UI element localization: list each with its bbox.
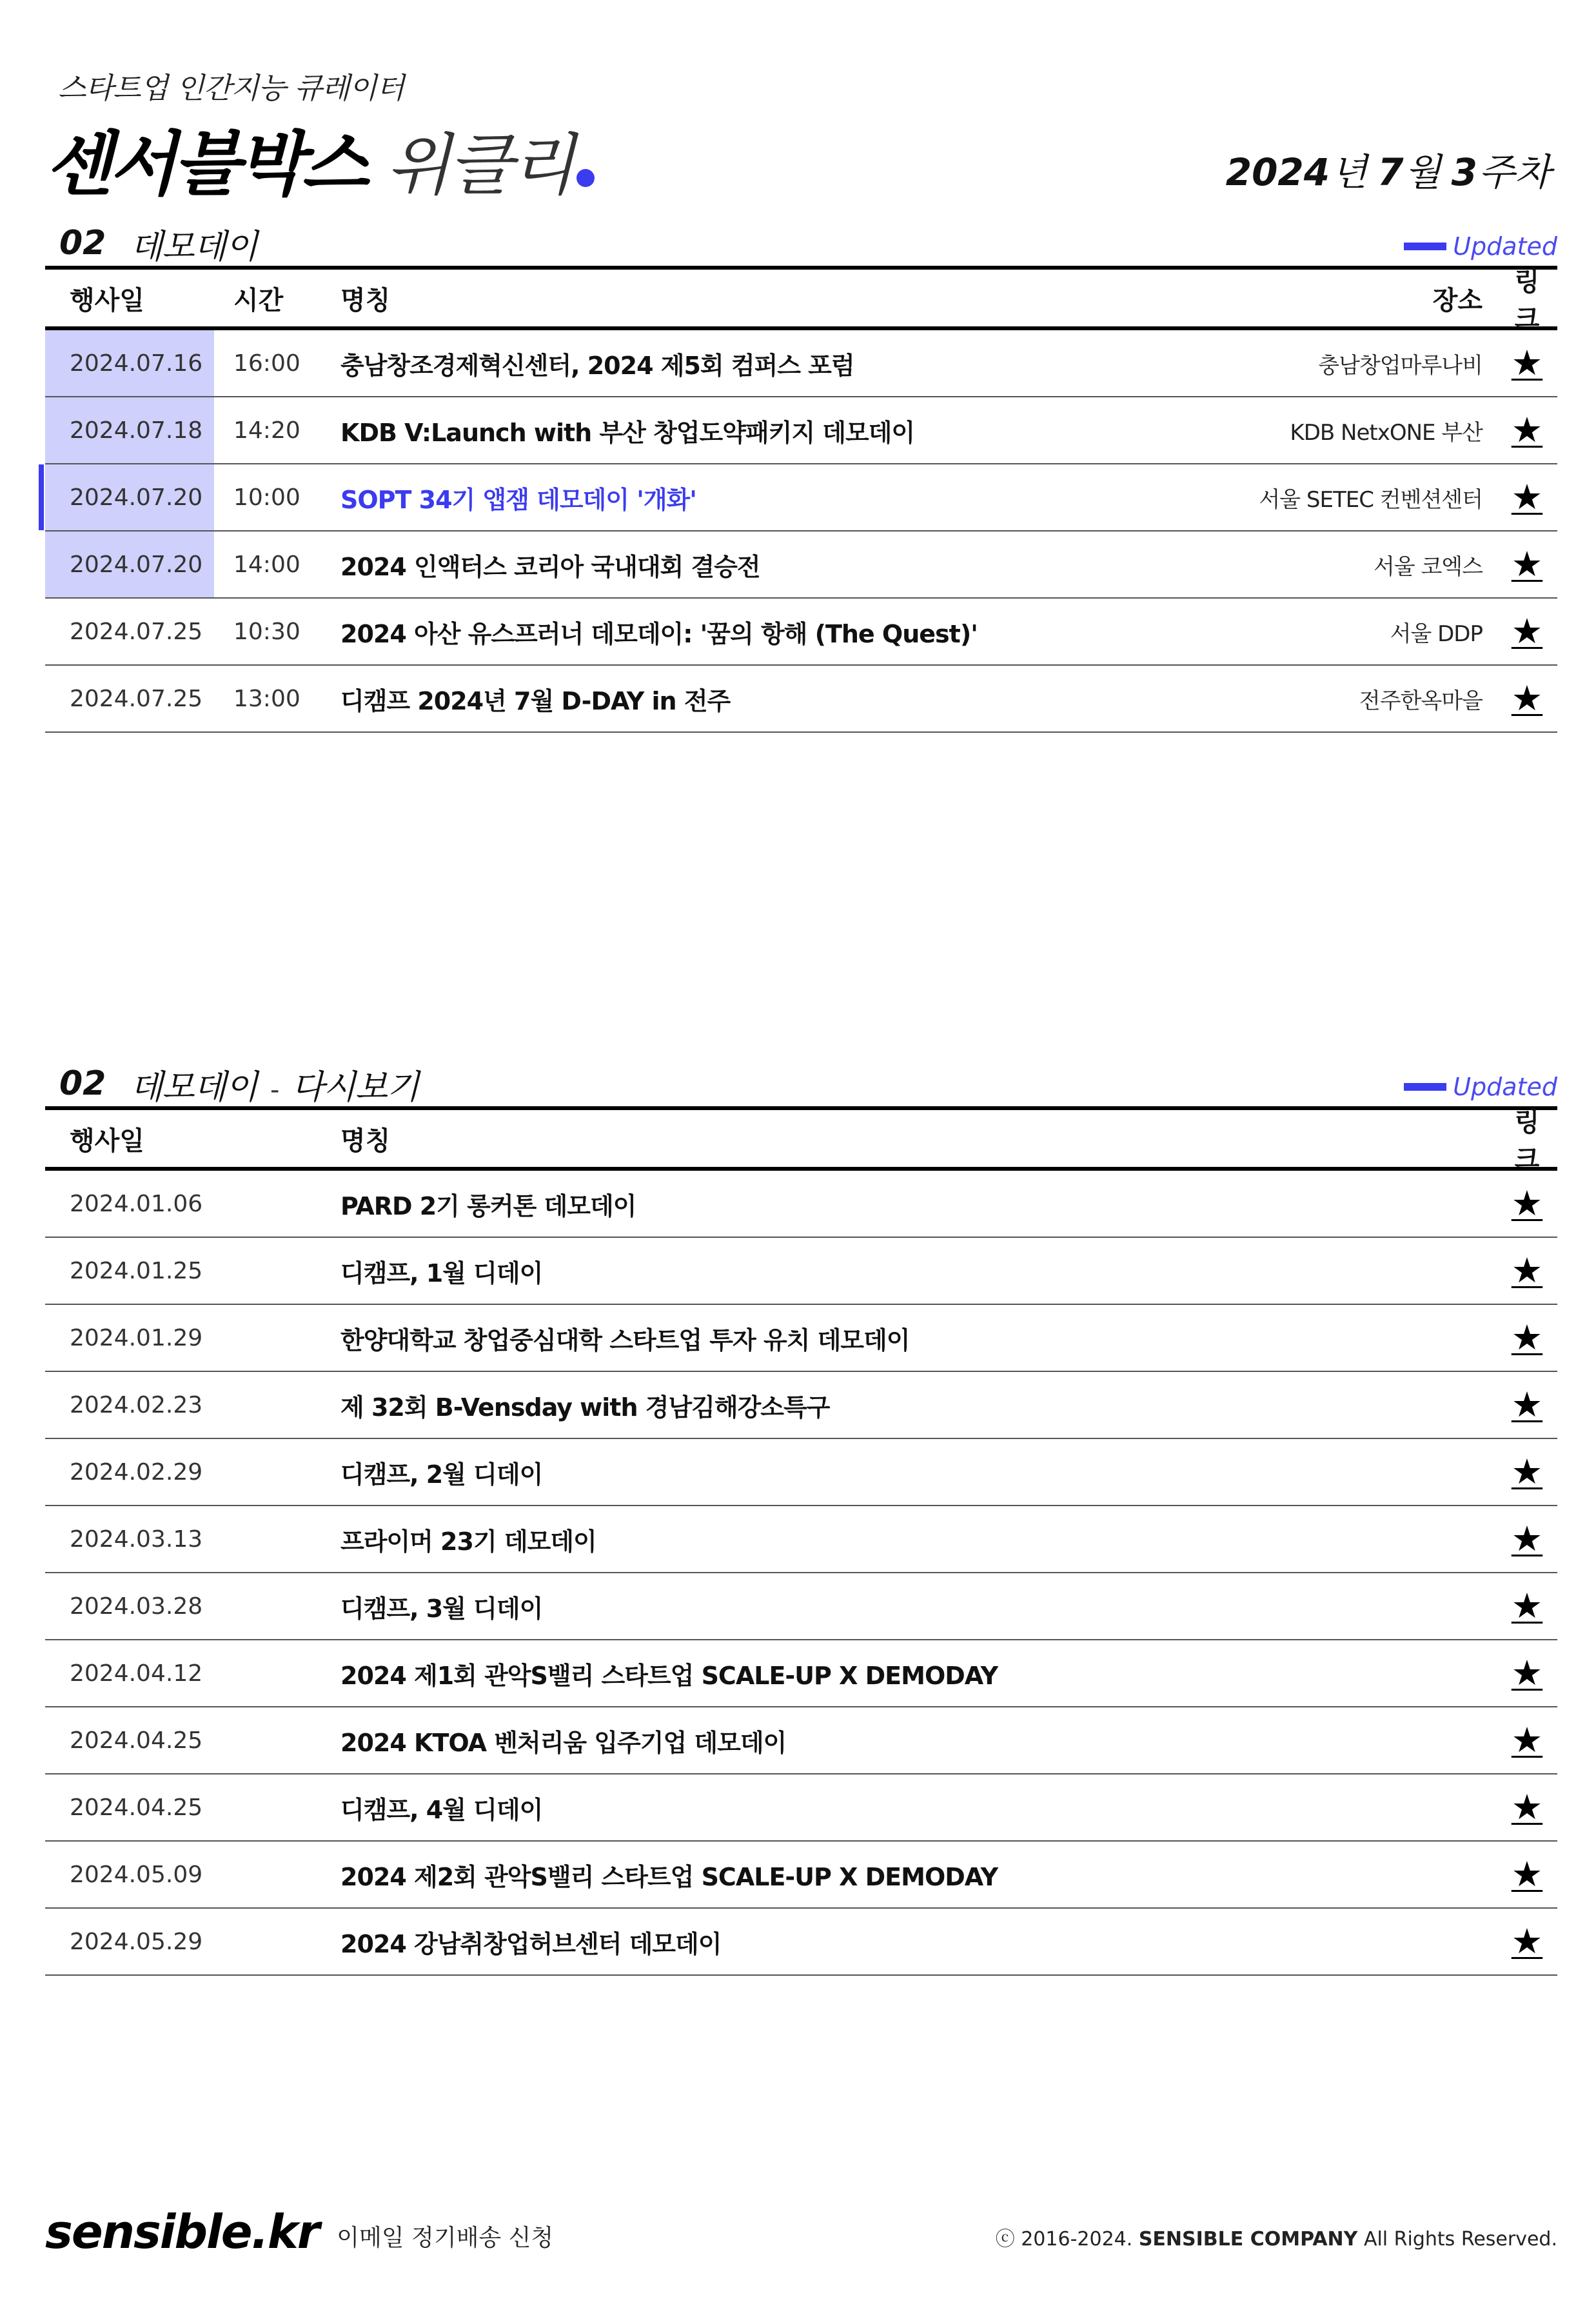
event-time: 10:30 — [233, 618, 300, 645]
replay-link[interactable] — [1506, 1250, 1548, 1291]
star-link-icon[interactable]: ★ — [1511, 1317, 1543, 1358]
event-name: 디캠프 2024년 7월 D-DAY in 전주 — [340, 686, 731, 715]
event-link[interactable] — [1506, 544, 1548, 584]
event-name: KDB V:Launch with 부산 창업도약패키지 데모데이 — [340, 418, 915, 447]
replay-link[interactable] — [1506, 1854, 1548, 1894]
week-year: 2024 — [1225, 150, 1330, 194]
table-row — [45, 1909, 1557, 1976]
replay-name: PARD 2기 롱커톤 데모데이 — [340, 1191, 636, 1220]
replay-name: 2024 강남취창업허브센터 데모데이 — [340, 1929, 722, 1958]
replay-name: 한양대학교 창업중심대학 스타트업 투자 유치 데모데이 — [340, 1326, 910, 1355]
updated-label: Updated — [1453, 232, 1557, 261]
demoday-table-header — [45, 267, 1557, 333]
event-date: 2024.07.16 — [45, 330, 214, 396]
event-date: 2024.07.20 — [45, 464, 214, 530]
header-subtitle: 스타트업 인간지능 큐레이터 — [58, 71, 404, 105]
column-header-date: 행사일 — [70, 285, 144, 315]
star-link-icon[interactable]: ★ — [1511, 1854, 1543, 1894]
new-entry-marker — [39, 464, 44, 530]
event-time: 16:00 — [233, 350, 300, 377]
event-link[interactable] — [1506, 477, 1548, 517]
event-place: 전주한옥마을 — [1359, 688, 1483, 714]
table-row — [45, 397, 1557, 464]
star-link-icon[interactable]: ★ — [1511, 1183, 1543, 1224]
event-place: 충남창업마루나비 — [1318, 352, 1483, 379]
event-time: 10:00 — [233, 484, 300, 511]
copyright-prefix: ⓒ 2016-2024. — [995, 2228, 1133, 2251]
star-link-icon[interactable]: ★ — [1511, 1250, 1543, 1291]
table-row — [45, 666, 1557, 733]
week-number-unit: 주차 — [1478, 150, 1551, 194]
issue-week — [1226, 142, 1551, 196]
star-link-icon[interactable]: ★ — [1511, 544, 1543, 584]
column-header-time: 시간 — [233, 285, 284, 315]
subscribe-link[interactable]: 이메일 정기배송 신청 — [337, 2225, 554, 2251]
event-date: 2024.07.20 — [45, 532, 214, 597]
star-link-icon[interactable]: ★ — [1511, 678, 1543, 719]
event-time: 13:00 — [233, 685, 300, 712]
column-header-place: 장소 — [1432, 285, 1483, 315]
table-row — [45, 1238, 1557, 1305]
replay-link[interactable] — [1506, 1585, 1548, 1626]
section-number: 02 — [59, 1064, 106, 1103]
column-header-name: 명칭 — [340, 1126, 391, 1156]
replay-link[interactable] — [1506, 1720, 1548, 1760]
week-month: 7 — [1377, 150, 1404, 194]
table-row — [45, 532, 1557, 599]
event-name: 2024 아산 유스프러너 데모데이: '꿈의 항해 (The Quest)' — [340, 619, 978, 648]
replay-link[interactable] — [1506, 1317, 1548, 1358]
replay-date: 2024.04.25 — [70, 1727, 203, 1754]
table-row — [45, 599, 1557, 666]
table-row — [45, 1842, 1557, 1909]
event-date: 2024.07.18 — [45, 397, 214, 463]
replay-date: 2024.05.09 — [70, 1861, 203, 1888]
table-row — [45, 1573, 1557, 1640]
star-link-icon[interactable]: ★ — [1511, 1653, 1543, 1693]
company-name: SENSIBLE COMPANY — [1138, 2228, 1358, 2251]
replay-section — [45, 1061, 1557, 1976]
updated-badge — [1404, 1073, 1557, 1101]
star-link-icon[interactable]: ★ — [1511, 1518, 1543, 1559]
replay-name: 2024 KTOA 벤처리움 입주기업 데모데이 — [340, 1728, 787, 1757]
replay-date: 2024.03.13 — [70, 1526, 203, 1553]
event-date: 2024.07.25 — [70, 685, 203, 712]
event-link[interactable] — [1506, 410, 1548, 450]
column-header-name: 명칭 — [340, 285, 391, 315]
star-link-icon[interactable]: ★ — [1511, 1585, 1543, 1626]
section-title-main: 데모데이 — [130, 1068, 257, 1107]
star-link-icon[interactable]: ★ — [1511, 1451, 1543, 1492]
replay-link[interactable] — [1506, 1787, 1548, 1827]
section-number: 02 — [59, 224, 106, 263]
event-place: 서울 DDP — [1390, 621, 1483, 647]
week-year-unit: 년 — [1331, 150, 1368, 194]
week-number: 3 — [1451, 150, 1477, 194]
brand-bold-text: 센서블박스 — [45, 124, 366, 205]
replay-date: 2024.02.29 — [70, 1458, 203, 1486]
replay-date: 2024.04.12 — [70, 1660, 203, 1687]
table-row — [45, 1439, 1557, 1506]
replay-name: 2024 제2회 관악S밸리 스타트업 SCALE-UP X DEMODAY — [340, 1862, 998, 1891]
section-title-separator: - — [270, 1075, 279, 1105]
replay-date: 2024.01.06 — [70, 1190, 203, 1217]
replay-name: 프라이머 23기 데모데이 — [340, 1527, 596, 1556]
replay-name: 2024 제1회 관악S밸리 스타트업 SCALE-UP X DEMODAY — [340, 1661, 998, 1690]
event-name: 충남창조경제혁신센터, 2024 제5회 컴퍼스 포럼 — [340, 351, 854, 380]
table-row — [45, 1774, 1557, 1842]
replay-date: 2024.05.29 — [70, 1928, 203, 1955]
replay-link[interactable] — [1506, 1451, 1548, 1492]
event-name: SOPT 34기 앱잼 데모데이 '개화' — [340, 485, 696, 514]
star-link-icon[interactable]: ★ — [1511, 410, 1543, 450]
brand-light-text: 위클리 — [386, 126, 573, 204]
table-row — [45, 330, 1557, 397]
event-place: 서울 SETEC 컨벤션센터 — [1259, 486, 1483, 513]
replay-link[interactable] — [1506, 1183, 1548, 1224]
star-link-icon[interactable]: ★ — [1511, 1787, 1543, 1827]
demoday-section-heading — [45, 221, 1557, 266]
event-date: 2024.07.25 — [70, 618, 203, 645]
replay-date: 2024.03.28 — [70, 1593, 203, 1620]
column-header-link: 링크 — [1514, 267, 1540, 333]
section-title: 데모데이 — [130, 227, 257, 266]
replay-date: 2024.04.25 — [70, 1794, 203, 1821]
replay-date: 2024.01.25 — [70, 1257, 203, 1284]
replay-name: 디캠프, 2월 디데이 — [340, 1460, 543, 1489]
replay-link[interactable] — [1506, 1384, 1548, 1425]
event-link[interactable] — [1506, 343, 1548, 383]
replay-date: 2024.01.29 — [70, 1324, 203, 1351]
replay-name: 제 32회 B-Vensday with 경남김해강소특구 — [340, 1393, 830, 1422]
replay-section-heading — [45, 1061, 1557, 1106]
star-link-icon[interactable]: ★ — [1511, 1921, 1543, 1962]
replay-name: 디캠프, 1월 디데이 — [340, 1258, 543, 1287]
table-row-highlighted — [45, 464, 1557, 532]
event-place: KDB NetxONE 부산 — [1290, 419, 1483, 446]
section-title — [130, 1060, 419, 1108]
copyright-suffix: All Rights Reserved. — [1363, 2228, 1557, 2251]
replay-name: 디캠프, 3월 디데이 — [340, 1594, 543, 1623]
event-name: 2024 인액터스 코리아 국내대회 결승전 — [340, 552, 760, 581]
table-row — [45, 1305, 1557, 1372]
star-link-icon[interactable]: ★ — [1511, 343, 1543, 383]
brand-title — [45, 108, 595, 205]
site-link[interactable]: sensible.kr — [45, 2205, 319, 2259]
column-header-link: 링크 — [1514, 1108, 1540, 1174]
event-place: 서울 코엑스 — [1373, 553, 1483, 580]
updated-label: Updated — [1453, 1073, 1557, 1101]
week-month-unit: 월 — [1404, 150, 1441, 194]
demoday-section — [45, 221, 1557, 733]
brand-dot-icon — [576, 169, 595, 187]
updated-bar-icon — [1404, 243, 1446, 250]
section-title-suffix: 다시보기 — [291, 1068, 419, 1107]
table-row — [45, 1372, 1557, 1439]
replay-date: 2024.02.23 — [70, 1391, 203, 1418]
column-header-date: 행사일 — [70, 1126, 144, 1156]
star-link-icon[interactable]: ★ — [1511, 611, 1543, 651]
event-link[interactable] — [1506, 678, 1548, 719]
replay-link[interactable] — [1506, 1921, 1548, 1962]
replay-link[interactable] — [1506, 1653, 1548, 1693]
replay-link[interactable] — [1506, 1518, 1548, 1559]
table-row — [45, 1171, 1557, 1238]
updated-badge — [1404, 232, 1557, 261]
star-link-icon[interactable]: ★ — [1511, 1720, 1543, 1760]
replay-table-header — [45, 1108, 1557, 1174]
event-link[interactable] — [1506, 611, 1548, 651]
replay-name: 디캠프, 4월 디데이 — [340, 1795, 543, 1824]
event-time: 14:00 — [233, 551, 300, 578]
table-row — [45, 1506, 1557, 1573]
event-time: 14:20 — [233, 417, 300, 444]
star-link-icon[interactable]: ★ — [1511, 477, 1543, 517]
table-row — [45, 1707, 1557, 1774]
table-row — [45, 1640, 1557, 1707]
copyright — [996, 2223, 1557, 2251]
footer — [45, 2205, 1557, 2259]
updated-bar-icon — [1404, 1083, 1446, 1091]
star-link-icon[interactable]: ★ — [1511, 1384, 1543, 1425]
